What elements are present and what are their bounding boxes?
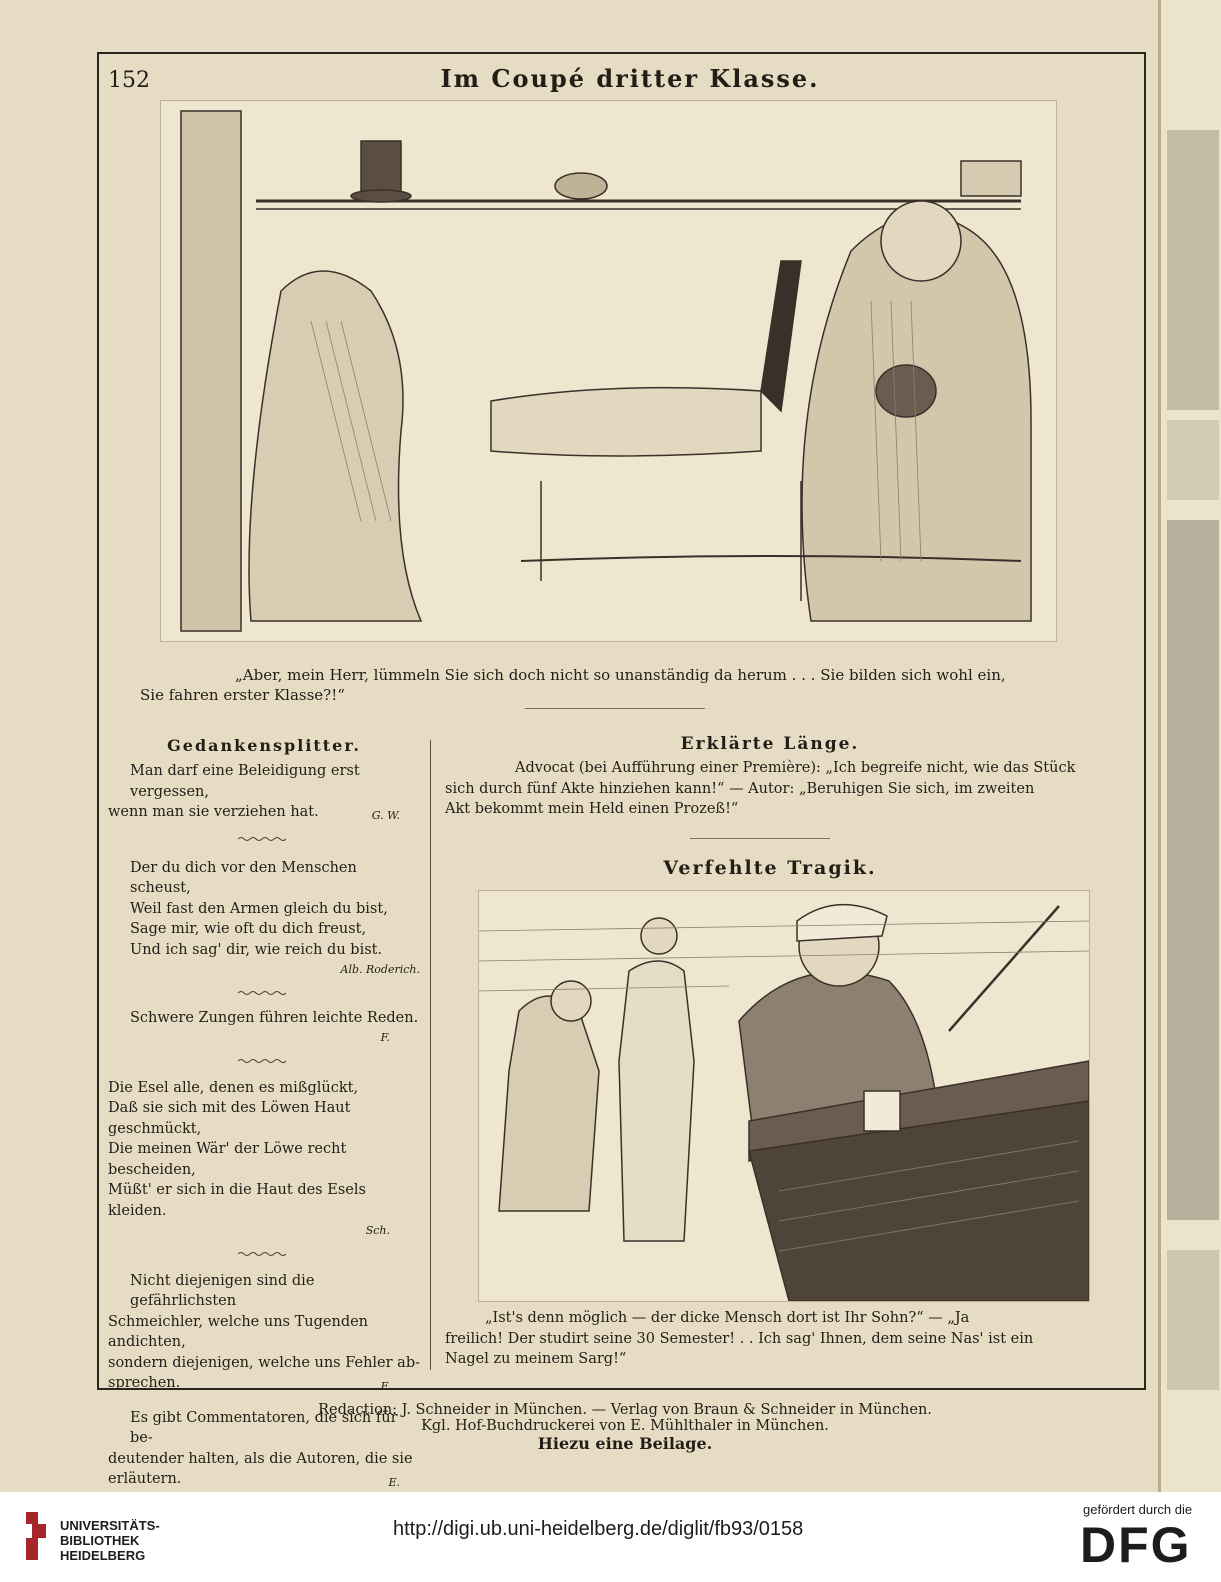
university-name-line: UNIVERSITÄTS- <box>60 1518 160 1533</box>
aphorism-line: Es gibt Commentatoren, die sich für be- <box>130 1409 398 1446</box>
aphorism-line: Weil fast den Armen gleich du bist, <box>130 900 388 917</box>
aphorism-line: erläutern. <box>108 1471 182 1487</box>
aphorism-signature: Alb. Roderich. <box>340 963 420 976</box>
imprint-line-2: Kgl. Hof-Buchdruckerei von E. Mühlthaler in München. <box>421 1418 829 1434</box>
aphorism-4 <box>108 1078 420 1242</box>
adjacent-page-edge <box>1158 0 1221 1492</box>
train-compartment-drawing <box>161 101 1056 641</box>
funding-note: gefördert durch die <box>1083 1502 1193 1517</box>
aphorism-signature: F. <box>380 1380 390 1393</box>
aphorism-line: deutender halten, als die Autoren, die sie <box>108 1450 413 1467</box>
gedankensplitter-heading: Gedankensplitter. <box>167 736 361 755</box>
imprint-line-3: Hiezu eine Beilage. <box>537 1434 713 1453</box>
university-name-line: BIBLIOTHEK <box>60 1533 140 1548</box>
aphorism-signature: E. <box>388 1476 400 1489</box>
caption-divider <box>525 708 705 709</box>
verfehlte-tragik-heading: Verfehlte Tragik. <box>663 856 877 879</box>
verfehlte-tragik-caption <box>445 1308 1095 1370</box>
aphorism-signature: F. <box>380 1031 390 1044</box>
aphorism-line: Der du dich vor den Menschen scheust, <box>130 859 357 896</box>
top-caption <box>110 665 1110 705</box>
aphorism-2 <box>108 858 420 981</box>
caption-line: „Ist's denn möglich — der dicke Mensch dort ist Ihr Sohn?“ — „Ja <box>485 1310 970 1326</box>
digitization-bar <box>0 1492 1221 1582</box>
caption-line: freilich! Der studirt seine 30 Semester! . . Ich sag' Ihnen, dem seine Nas' ist ein <box>445 1330 1034 1347</box>
separator-squiggle <box>238 1251 286 1257</box>
aphorism-line: Und ich sag' dir, wie reich du bist. <box>130 941 383 958</box>
illustration-tavern-scene <box>478 890 1090 1302</box>
anecdote-line: Akt bekommt mein Held einen Prozeß!“ <box>445 801 739 817</box>
aphorism-line: Schwere Zungen führen leichte Reden. <box>130 1009 419 1026</box>
separator-squiggle <box>238 1058 286 1064</box>
top-caption-line-1: „Aber, mein Herr, lümmeln Sie sich doch nicht so unanständig da herum . . . Sie bilden sich wohl ein, <box>235 666 1006 684</box>
dfg-logo: DFG <box>1080 1517 1192 1573</box>
university-name-line: HEIDELBERG <box>60 1548 146 1563</box>
aphorism-line: Sage mir, wie oft du dich freust, <box>130 921 367 937</box>
university-name <box>60 1518 160 1563</box>
caption-line: Nagel zu meinem Sarg!“ <box>445 1351 627 1367</box>
aphorism-last-row <box>108 802 420 827</box>
erklaerte-laenge-text <box>445 758 1095 820</box>
aphorism-signature: Sch. <box>365 1224 390 1237</box>
anecdote-line: Advocat (bei Aufführung einer Première): „Ich begreife nicht, wie das Stück <box>515 760 1076 776</box>
imprint-footer <box>200 1402 1050 1453</box>
aphorism-line: Man darf eine Beleidigung erst vergessen, <box>130 763 360 800</box>
aphorism-line: Die meinen Wär' der Löwe recht bescheiden, <box>108 1141 347 1178</box>
aphorism-1 <box>108 761 420 827</box>
aphorism-line: Daß sie sich mit des Löwen Haut geschmückt, <box>108 1100 351 1137</box>
separator-squiggle <box>238 990 286 996</box>
aphorism-line: Die Esel alle, denen es mißglückt, <box>108 1079 359 1096</box>
aphorism-last-row <box>108 1373 420 1398</box>
right-column <box>445 734 1095 879</box>
aphorism-line: Nicht diejenigen sind die gefährlichsten <box>130 1272 315 1309</box>
section-divider <box>690 838 830 839</box>
separator-squiggle <box>238 836 286 842</box>
aphorism-line: wenn man sie verziehen hat. <box>108 804 319 820</box>
tavern-scene-drawing <box>479 891 1089 1301</box>
aphorism-line: sprechen. <box>108 1375 181 1391</box>
anecdote-line: sich durch fünf Akte hinziehen kann!“ — Autor: „Beruhigen Sie sich, im zweiten <box>445 780 1035 797</box>
top-caption-line-2: Sie fahren erster Klasse?!“ <box>140 686 345 704</box>
aphorism-line: Schmeichler, welche uns Tugenden andichten, <box>108 1313 369 1350</box>
page-number: 152 <box>108 68 150 93</box>
erklaerte-laenge-heading: Erklärte Länge. <box>680 734 860 754</box>
document-url-link[interactable]: http://digi.ub.uni-heidelberg.de/diglit/fb93/0158 <box>393 1518 804 1540</box>
left-column <box>108 736 420 1492</box>
aphorism-3 <box>108 1008 420 1049</box>
aphorism-last-row <box>108 1469 420 1492</box>
illustration-train-compartment <box>160 100 1057 642</box>
aphorism-signature: G. W. <box>371 809 400 822</box>
page-title: Im Coupé dritter Klasse. <box>440 64 820 93</box>
aphorism-line: sondern diejenigen, welche uns Fehler ab- <box>108 1354 421 1371</box>
aphorism-line: Müßt' er sich in die Haut des Esels kleiden. <box>108 1182 366 1219</box>
column-divider <box>430 740 431 1370</box>
imprint-line-1: Redaction: J. Schneider in München. — Verlag von Braun & Schneider in München. <box>318 1402 932 1418</box>
university-library-logo-icon <box>22 1508 52 1564</box>
aphorism-5 <box>108 1271 420 1398</box>
